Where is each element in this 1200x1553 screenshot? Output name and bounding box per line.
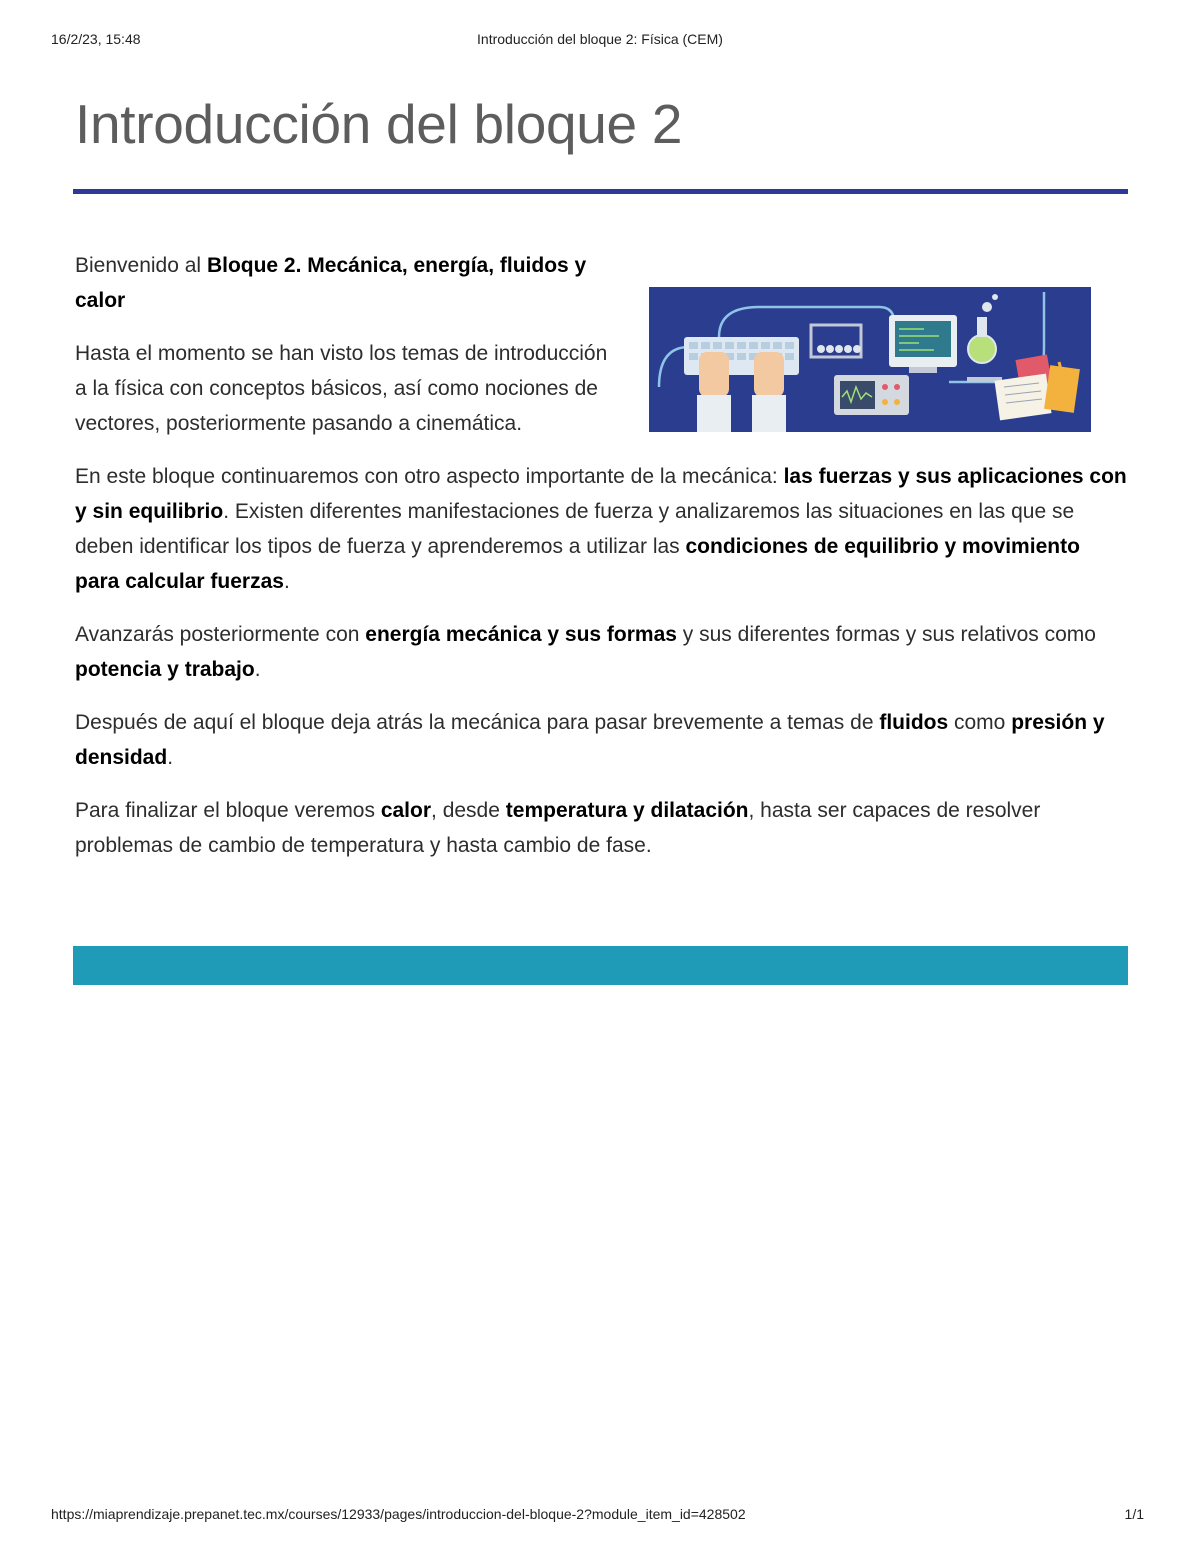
text-span: y sus diferentes formas y sus relativos como bbox=[676, 623, 1096, 646]
text-span: . Existen diferentes manifestaciones de fuerza y analizaremos las situaciones en las que se deben identificar los tipos de fuerza y aprenderemos a utilizar las bbox=[75, 500, 1075, 558]
print-doc-title: Introducción del bloque 2: Física (CEM) bbox=[477, 31, 723, 47]
intro-text bbox=[75, 248, 615, 441]
text-span: Avanzarás posteriormente con bbox=[75, 623, 366, 646]
bold-span: calor bbox=[380, 799, 432, 822]
bold-span: temperatura y dilatación bbox=[505, 799, 749, 822]
footer-band bbox=[73, 946, 1128, 985]
page-title: Introducción del bloque 2 bbox=[75, 93, 683, 155]
heat-paragraph bbox=[75, 793, 1130, 863]
text-span: En este bloque continuaremos con otro aspecto importante de la mecánica: bbox=[75, 465, 784, 488]
text-span: . bbox=[283, 570, 290, 593]
text-span: , desde bbox=[431, 799, 506, 822]
energy-paragraph bbox=[75, 617, 1130, 687]
intro-section bbox=[75, 248, 1130, 441]
block-name: Bloque 2. Mecánica, energía, fluidos y calor bbox=[75, 254, 587, 312]
page-number: 1/1 bbox=[1124, 1506, 1144, 1522]
page-content bbox=[75, 248, 1130, 881]
bold-span: presión y densidad bbox=[75, 711, 1105, 769]
text-span: Después de aquí el bloque deja atrás la mecánica para pasar brevemente a temas de bbox=[75, 711, 880, 734]
bold-span: fluidos bbox=[879, 711, 949, 734]
welcome-paragraph bbox=[75, 248, 615, 318]
text-span: , hasta ser capaces de resolver problemas de cambio de temperatura y hasta cambio de fase. bbox=[75, 799, 1041, 857]
bold-span: potencia y trabajo bbox=[75, 658, 255, 681]
bold-span: las fuerzas y sus aplicaciones con y sin equilibrio bbox=[75, 465, 1127, 523]
text-span: Para finalizar el bloque veremos bbox=[75, 799, 381, 822]
title-divider bbox=[73, 189, 1128, 194]
text-span: . bbox=[167, 746, 174, 769]
forces-paragraph bbox=[75, 459, 1130, 599]
print-header bbox=[0, 31, 1200, 51]
print-timestamp: 16/2/23, 15:48 bbox=[51, 31, 141, 47]
text-span: como bbox=[948, 711, 1012, 734]
intro-paragraph: Hasta el momento se han visto los temas de introducción a la física con conceptos básicos, así como nociones de vectores, posteriormente pasando a cinemática. bbox=[75, 342, 608, 435]
bold-span: condiciones de equilibrio y movimiento para calcular fuerzas bbox=[75, 535, 1080, 593]
fluids-paragraph bbox=[75, 705, 1130, 775]
text-span: . bbox=[254, 658, 261, 681]
page-url: https://miaprendizaje.prepanet.tec.mx/courses/12933/pages/introduccion-del-bloque-2?module_item_id=428502 bbox=[51, 1506, 746, 1522]
welcome-lead: Bienvenido al bbox=[75, 254, 207, 277]
physics-lab-illustration bbox=[649, 287, 1091, 432]
bold-span: energía mecánica y sus formas bbox=[365, 623, 677, 646]
